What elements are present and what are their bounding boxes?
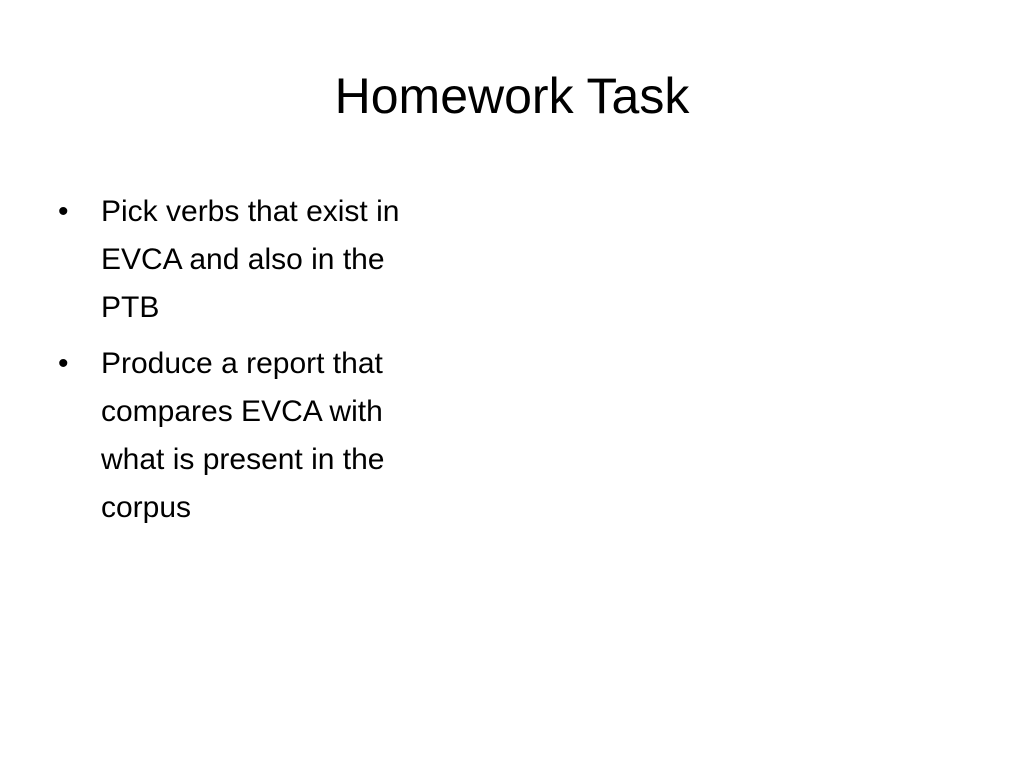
bullet-line: PTB — [101, 291, 160, 324]
bullet-icon: • — [58, 195, 69, 228]
bullet-list — [58, 188, 478, 540]
bullet-item — [58, 340, 478, 532]
bullet-line: corpus — [101, 491, 192, 524]
bullet-line: EVCA and also in the — [101, 243, 385, 276]
slide-title: Homework Task — [334, 68, 690, 124]
bullet-line: what is present in the — [101, 443, 385, 476]
bullet-line: Pick verbs that exist in — [101, 195, 400, 228]
bullet-line: Produce a report that — [101, 347, 383, 380]
bullet-icon: • — [58, 347, 69, 380]
bullet-item — [58, 188, 478, 332]
bullet-line: compares EVCA with — [101, 395, 383, 428]
